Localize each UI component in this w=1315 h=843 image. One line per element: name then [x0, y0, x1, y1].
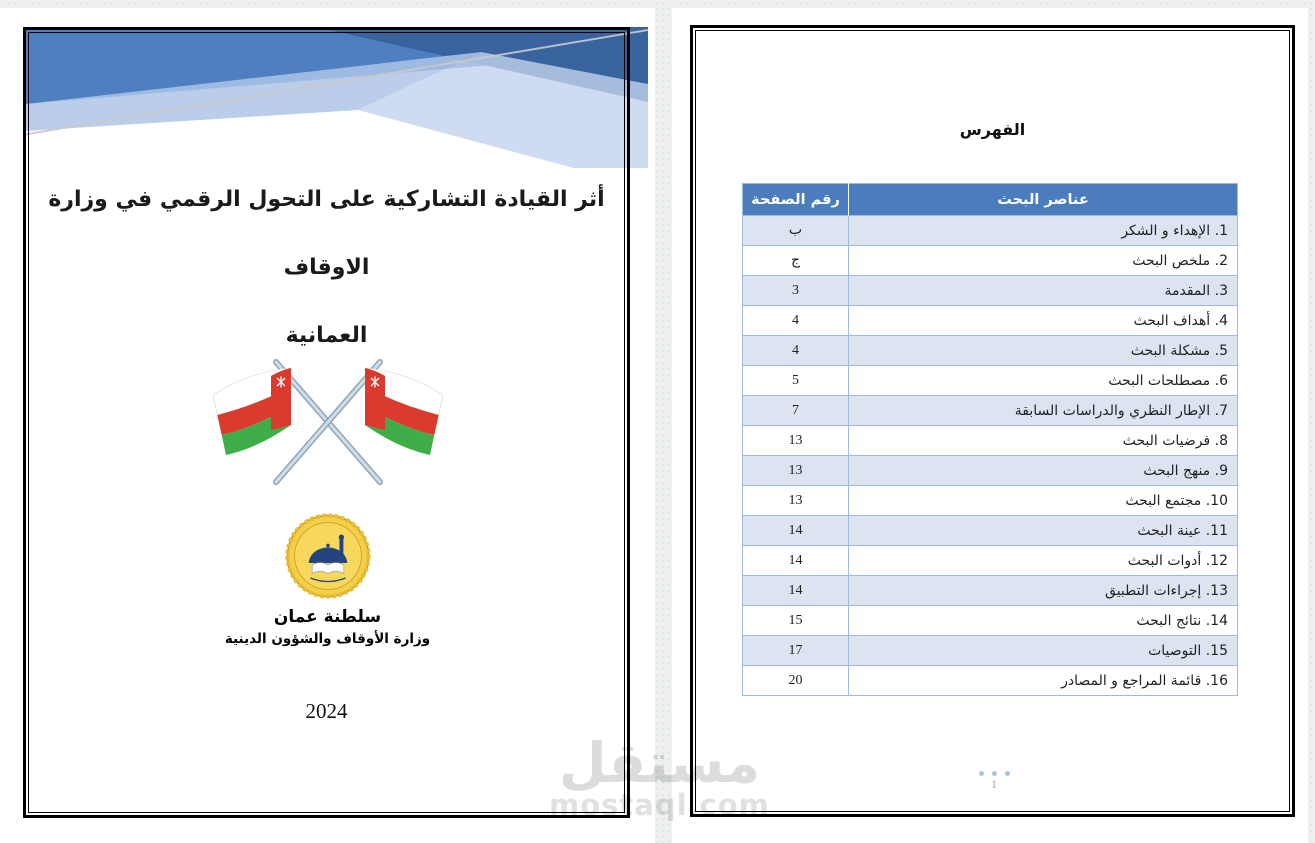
- toc-row: [743, 426, 1238, 456]
- toc-item-cell: 12. أدوات البحث: [849, 546, 1238, 576]
- toc-pagenum-cell: 13: [743, 456, 849, 486]
- toc-pagenum-cell: 4: [743, 336, 849, 366]
- toc-item-cell: 9. منهج البحث: [849, 456, 1238, 486]
- toc-row: [743, 216, 1238, 246]
- toc-item-cell: 1. الإهداء و الشكر: [849, 216, 1238, 246]
- toc-item-cell: 14. نتائج البحث: [849, 606, 1238, 636]
- cover-banner-graphic: [26, 18, 648, 168]
- page-number-value: 1: [991, 777, 997, 791]
- toc-header-row: [743, 184, 1238, 216]
- toc-row: [743, 576, 1238, 606]
- toc-row: [743, 276, 1238, 306]
- toc-row: [743, 486, 1238, 516]
- org-ministry-text: وزارة الأوقاف والشؤون الدينية: [224, 631, 431, 647]
- toc-col-page-header: رقم الصفحة: [743, 184, 849, 216]
- toc-pagenum-cell: 13: [743, 486, 849, 516]
- toc-pagenum-cell: 7: [743, 396, 849, 426]
- toc-row: [743, 546, 1238, 576]
- org-country-text: سلطنة عمان: [273, 607, 382, 627]
- page-number-dots-decoration: [972, 771, 1016, 776]
- oman-flag-left: [213, 368, 291, 455]
- toc-table-body: [743, 216, 1238, 696]
- toc-item-cell: 11. عينة البحث: [849, 516, 1238, 546]
- toc-row: [743, 456, 1238, 486]
- toc-item-cell: 5. مشكلة البحث: [849, 336, 1238, 366]
- toc-pagenum-cell: 17: [743, 636, 849, 666]
- toc-pagenum-cell: 4: [743, 306, 849, 336]
- oman-flag-right: [365, 368, 443, 455]
- watermark-latin: mostaql.com: [549, 788, 770, 822]
- toc-row: [743, 606, 1238, 636]
- cover-page: [0, 8, 655, 843]
- ministry-emblem-icon: [284, 512, 372, 600]
- toc-item-cell: 16. قائمة المراجع و المصادر: [849, 666, 1238, 696]
- toc-item-cell: 13. إجراءات التطبيق: [849, 576, 1238, 606]
- toc-pagenum-cell: 3: [743, 276, 849, 306]
- toc-pagenum-cell: 15: [743, 606, 849, 636]
- toc-row: [743, 396, 1238, 426]
- toc-item-cell: 6. مصطلحات البحث: [849, 366, 1238, 396]
- toc-pagenum-cell: 5: [743, 366, 849, 396]
- toc-page: [672, 8, 1308, 843]
- toc-col-items-header: عناصر البحث: [849, 184, 1238, 216]
- toc-item-cell: 8. فرضيات البحث: [849, 426, 1238, 456]
- toc-pagenum-cell: ب: [743, 216, 849, 246]
- toc-row: [743, 306, 1238, 336]
- toc-item-cell: 3. المقدمة: [849, 276, 1238, 306]
- toc-row: [743, 336, 1238, 366]
- page-number-footer: [972, 771, 1016, 792]
- ministry-logo-block: [158, 512, 498, 647]
- toc-row: [743, 516, 1238, 546]
- cover-year: 2024: [305, 699, 348, 723]
- toc-item-cell: 4. أهداف البحث: [849, 306, 1238, 336]
- toc-item-cell: 15. التوصيات: [849, 636, 1238, 666]
- toc-pagenum-cell: 14: [743, 576, 849, 606]
- toc-row: [743, 366, 1238, 396]
- cover-title-line2: العمانية: [285, 323, 368, 348]
- toc-item-cell: 10. مجتمع البحث: [849, 486, 1238, 516]
- cover-title: [23, 166, 630, 370]
- toc-item-cell: 7. الإطار النظري والدراسات السابقة: [849, 396, 1238, 426]
- toc-pagenum-cell: 20: [743, 666, 849, 696]
- oman-crossed-flags-image: [208, 356, 448, 488]
- toc-heading: الفهرس: [959, 120, 1026, 139]
- toc-row: [743, 246, 1238, 276]
- toc-pagenum-cell: 13: [743, 426, 849, 456]
- toc-pagenum-cell: 14: [743, 546, 849, 576]
- toc-row: [743, 636, 1238, 666]
- watermark-arabic: مستقل: [558, 731, 761, 795]
- toc-pagenum-cell: 14: [743, 516, 849, 546]
- cover-title-line1: أثر القيادة التشاركية على التحول الرقمي في وزارة الاوقاف: [48, 187, 605, 280]
- toc-pagenum-cell: ج: [743, 246, 849, 276]
- toc-table: [742, 183, 1237, 696]
- toc-row: [743, 666, 1238, 696]
- toc-item-cell: 2. ملخص البحث: [849, 246, 1238, 276]
